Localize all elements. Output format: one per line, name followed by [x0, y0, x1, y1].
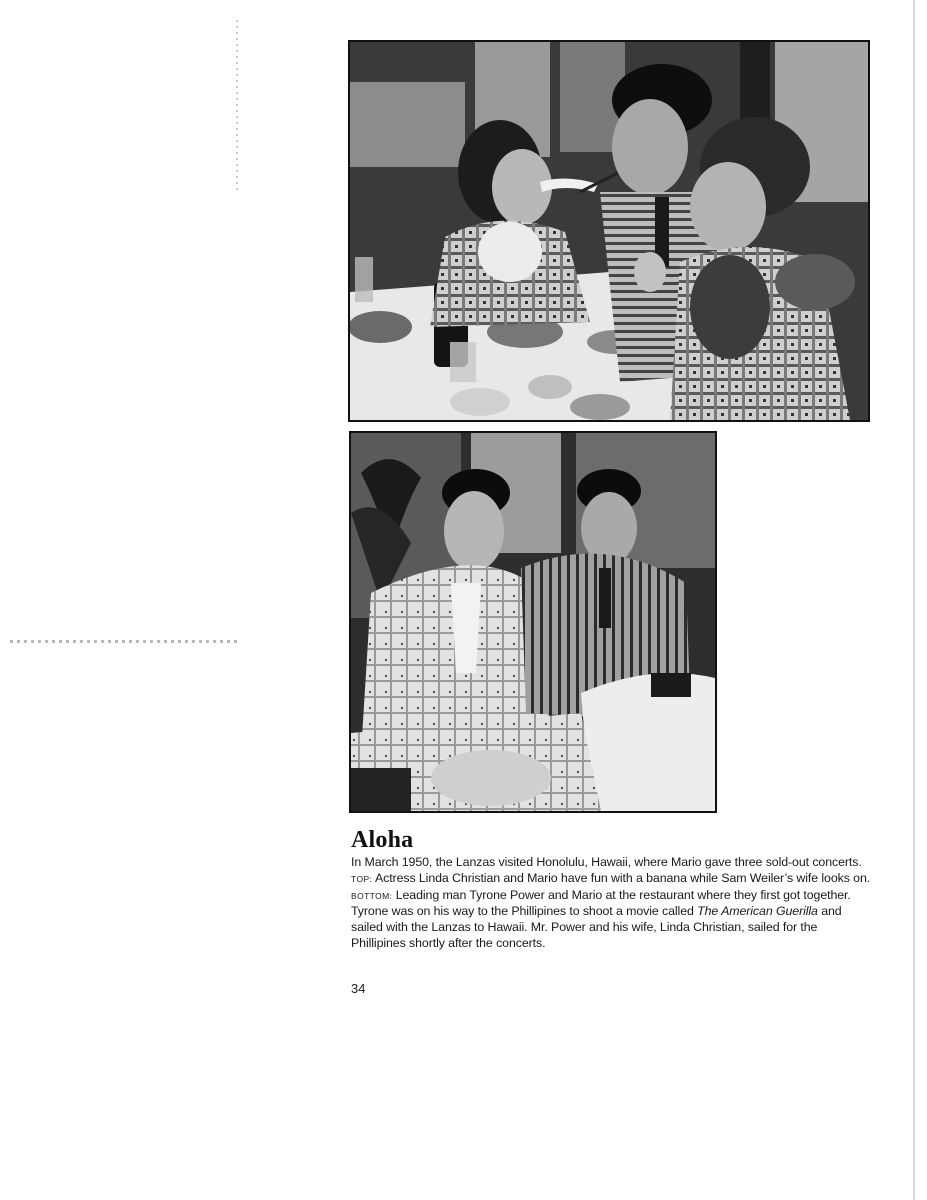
- scan-artifact-vertical: [236, 20, 238, 190]
- article-heading: Aloha: [351, 827, 414, 853]
- page-number: 34: [351, 981, 366, 996]
- caption-closing: and sailed with the Lanzas to Hawaii. Mr. Power and his wife, Linda Christian, sailed for the Phillipines shortly after the concerts.: [351, 904, 842, 950]
- scan-artifact-horizontal: [10, 640, 240, 643]
- caption-bottom-label: BOTTOM:: [351, 890, 393, 901]
- caption-film-title: The American Guerilla: [697, 904, 818, 919]
- photo-top-illustration: [350, 42, 868, 420]
- photo-top-banana-dinner: [348, 40, 870, 422]
- photo-bottom-illustration: [351, 433, 715, 811]
- caption-bottom-description: Leading man Tyrone Power and Mario at the restaurant where they first got together. Tyrone was on his way to the Phillipines to shoot a movie called: [351, 887, 851, 919]
- caption-top-label: TOP:: [351, 873, 373, 884]
- page-edge-shadow: [913, 0, 915, 1200]
- photo-caption: [351, 855, 871, 952]
- caption-intro: In March 1950, the Lanzas visited Honolulu, Hawaii, where Mario gave three sold-out concerts.: [351, 855, 862, 869]
- photo-bottom-tyrone-and-mario: [349, 431, 717, 813]
- caption-top-description: Actress Linda Christian and Mario have fun with a banana while Sam Weiler’s wife looks on.: [372, 870, 871, 885]
